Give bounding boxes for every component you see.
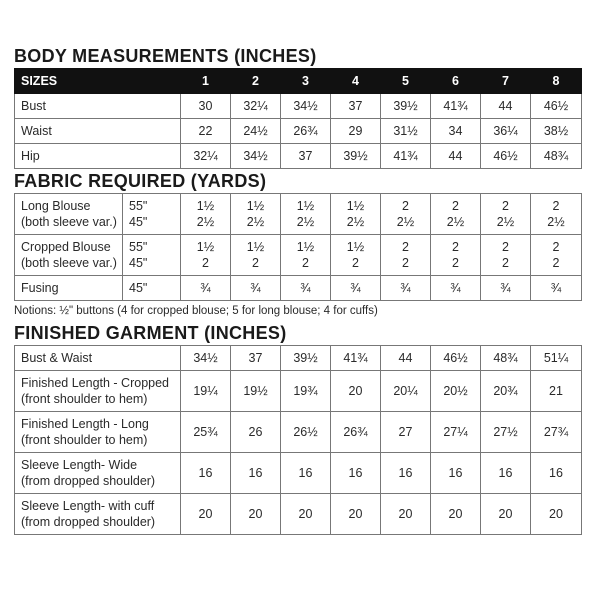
cell: 34½ — [281, 94, 331, 119]
cell: 27½ — [481, 412, 531, 453]
row-label-line: Finished Length - Cropped — [21, 376, 170, 390]
row-label-line: Sleeve Length- Wide — [21, 458, 138, 472]
cell: 41¾ — [431, 94, 481, 119]
cell: 25¾ — [181, 412, 231, 453]
cell: 16 — [281, 453, 331, 494]
row-label: Bust — [15, 94, 181, 119]
cell: ¾ — [331, 276, 381, 301]
sizes-header-row — [15, 69, 582, 94]
cell — [381, 194, 431, 235]
cell: 26¾ — [281, 119, 331, 144]
size-header: 8 — [531, 69, 582, 94]
fabric-width-value: 45" — [129, 215, 148, 229]
row-sublabel-line: (from dropped shoulder) — [21, 474, 156, 488]
cell-value: 2 — [502, 240, 509, 254]
cell — [331, 194, 381, 235]
table-row — [15, 371, 582, 412]
cell: 37 — [281, 144, 331, 169]
cell: 48¾ — [481, 346, 531, 371]
cell: 44 — [381, 346, 431, 371]
cell: 20 — [281, 494, 331, 535]
cell-value: 2½ — [346, 215, 365, 229]
cell: 39½ — [381, 94, 431, 119]
cell-value: 2 — [502, 256, 509, 270]
size-header: 7 — [481, 69, 531, 94]
cell-value: 2 — [552, 199, 560, 213]
cell-value: 2 — [502, 199, 509, 213]
fabric-width-value: 55" — [129, 199, 148, 213]
cell: 20 — [331, 371, 381, 412]
cell: 37 — [231, 346, 281, 371]
table-row — [15, 194, 582, 235]
cell: 16 — [231, 453, 281, 494]
size-header: 2 — [231, 69, 281, 94]
cell: 39½ — [331, 144, 381, 169]
cell-value: 2½ — [296, 215, 315, 229]
row-sublabel-line: (from dropped shoulder) — [21, 515, 156, 529]
cell: 34½ — [181, 346, 231, 371]
cell — [531, 235, 582, 276]
fabric-width-value: 55" — [129, 240, 148, 254]
cell-value: 2½ — [396, 215, 415, 229]
cell-value: 1½ — [196, 240, 215, 254]
cell: 20 — [531, 494, 582, 535]
cell-value: 1½ — [346, 199, 365, 213]
cell — [181, 235, 231, 276]
cell-value: 2 — [352, 256, 359, 270]
cell: ¾ — [481, 276, 531, 301]
cell-value: 2 — [252, 256, 259, 270]
cell: 20¼ — [381, 371, 431, 412]
cell — [181, 194, 231, 235]
finished-garment-title: FINISHED GARMENT (INCHES) — [14, 323, 287, 343]
fabric-required-table — [14, 193, 582, 301]
cell: 21 — [531, 371, 582, 412]
table-row — [15, 276, 582, 301]
cell: ¾ — [281, 276, 331, 301]
cell: 41¾ — [331, 346, 381, 371]
row-label-line: Long Blouse — [21, 199, 91, 213]
cell: 37 — [331, 94, 381, 119]
row-label: Hip — [15, 144, 181, 169]
cell: 16 — [331, 453, 381, 494]
table-row — [15, 119, 582, 144]
cell: 36¼ — [481, 119, 531, 144]
row-label — [15, 494, 181, 535]
row-sublabel-line: (both sleeve var.) — [21, 215, 117, 229]
cell-value: 2 — [402, 256, 409, 270]
cell: 34 — [431, 119, 481, 144]
row-label — [15, 194, 123, 235]
fabric-width — [123, 235, 181, 276]
cell: 30 — [181, 94, 231, 119]
cell-value: 1½ — [246, 240, 265, 254]
cell: 19¾ — [281, 371, 331, 412]
cell — [331, 235, 381, 276]
cell: 20 — [181, 494, 231, 535]
table-row — [15, 453, 582, 494]
cell: 32¼ — [231, 94, 281, 119]
cell — [481, 235, 531, 276]
cell-value: 2½ — [547, 215, 565, 229]
cell: 32¼ — [181, 144, 231, 169]
cell-value: 2 — [452, 256, 459, 270]
cell: 20 — [431, 494, 481, 535]
cell: 27¾ — [531, 412, 582, 453]
size-chart-sheet — [14, 44, 581, 535]
sizes-header-label: SIZES — [15, 69, 181, 94]
cell: ¾ — [181, 276, 231, 301]
cell — [531, 194, 582, 235]
row-label: Bust & Waist — [15, 346, 181, 371]
cell: 51¼ — [531, 346, 582, 371]
row-label — [15, 235, 123, 276]
cell — [281, 194, 331, 235]
row-label — [15, 453, 181, 494]
cell-value: 2½ — [246, 215, 265, 229]
cell: 31½ — [381, 119, 431, 144]
cell-value: 2½ — [196, 215, 215, 229]
cell: 27¼ — [431, 412, 481, 453]
cell: 38½ — [531, 119, 582, 144]
cell — [231, 235, 281, 276]
fabric-width — [123, 194, 181, 235]
cell: 20 — [231, 494, 281, 535]
cell-value: 1½ — [296, 240, 315, 254]
row-label: Fusing — [15, 276, 123, 301]
row-label: Waist — [15, 119, 181, 144]
cell — [231, 194, 281, 235]
cell: 16 — [381, 453, 431, 494]
body-measurements-table — [14, 68, 582, 169]
row-sublabel-line: (both sleeve var.) — [21, 256, 117, 270]
cell-value: 2 — [302, 256, 309, 270]
cell-value: 1½ — [296, 199, 315, 213]
size-header: 4 — [331, 69, 381, 94]
cell-value: 1½ — [196, 199, 215, 213]
cell — [381, 235, 431, 276]
cell-value: 2½ — [446, 215, 465, 229]
body-measurements-title: BODY MEASUREMENTS (INCHES) — [14, 46, 317, 66]
table-row — [15, 494, 582, 535]
cell — [481, 194, 531, 235]
cell: 27 — [381, 412, 431, 453]
table-row — [15, 346, 582, 371]
row-sublabel-line: (front shoulder to hem) — [21, 392, 148, 406]
cell: 20½ — [431, 371, 481, 412]
table-row — [15, 144, 582, 169]
table-row — [15, 94, 582, 119]
cell — [431, 194, 481, 235]
fabric-width-value: 45" — [129, 256, 148, 270]
cell: 20 — [381, 494, 431, 535]
cell: 26 — [231, 412, 281, 453]
cell: 46½ — [481, 144, 531, 169]
size-header: 6 — [431, 69, 481, 94]
cell: 16 — [181, 453, 231, 494]
cell: ¾ — [431, 276, 481, 301]
cell-value: 2 — [402, 240, 409, 254]
cell-value: 2 — [552, 240, 560, 254]
cell: 16 — [431, 453, 481, 494]
size-header: 3 — [281, 69, 331, 94]
cell: 39½ — [281, 346, 331, 371]
cell-value: 2½ — [496, 215, 515, 229]
cell-value: 2 — [552, 256, 560, 270]
cell: 46½ — [431, 346, 481, 371]
fabric-width: 45" — [123, 276, 181, 301]
cell: ¾ — [231, 276, 281, 301]
cell: 16 — [531, 453, 582, 494]
fabric-required-title: FABRIC REQUIRED (YARDS) — [14, 171, 267, 191]
cell-value: 2 — [202, 256, 209, 270]
cell — [431, 235, 481, 276]
cell: 20 — [481, 494, 531, 535]
cell: 20¾ — [481, 371, 531, 412]
cell: 29 — [331, 119, 381, 144]
cell: 24½ — [231, 119, 281, 144]
cell: 44 — [481, 94, 531, 119]
row-label — [15, 412, 181, 453]
cell: 16 — [481, 453, 531, 494]
size-header: 1 — [181, 69, 231, 94]
cell: ¾ — [381, 276, 431, 301]
size-header: 5 — [381, 69, 431, 94]
notions-note: Notions: ½" buttons (4 for cropped blouse; 5 for long blouse; 4 for cuffs) — [14, 305, 378, 317]
cell: 22 — [181, 119, 231, 144]
cell: 19½ — [231, 371, 281, 412]
cell: 19¼ — [181, 371, 231, 412]
row-label-line: Sleeve Length- with cuff — [21, 499, 155, 513]
cell: 44 — [431, 144, 481, 169]
table-row — [15, 235, 582, 276]
cell: 20 — [331, 494, 381, 535]
cell-value: 2 — [452, 240, 459, 254]
cell-value: 2 — [402, 199, 409, 213]
cell-value: 1½ — [246, 199, 265, 213]
cell: ¾ — [531, 276, 582, 301]
row-label-line: Cropped Blouse — [21, 240, 111, 254]
cell: 34½ — [231, 144, 281, 169]
cell-value: 1½ — [346, 240, 365, 254]
row-label — [15, 371, 181, 412]
cell-value: 2 — [452, 199, 459, 213]
cell: 26½ — [281, 412, 331, 453]
cell: 48¾ — [531, 144, 582, 169]
cell: 26¾ — [331, 412, 381, 453]
cell: 41¾ — [381, 144, 431, 169]
row-sublabel-line: (front shoulder to hem) — [21, 433, 148, 447]
table-row — [15, 412, 582, 453]
cell — [281, 235, 331, 276]
cell: 46½ — [531, 94, 582, 119]
row-label-line: Finished Length - Long — [21, 417, 149, 431]
finished-garment-table — [14, 345, 582, 535]
